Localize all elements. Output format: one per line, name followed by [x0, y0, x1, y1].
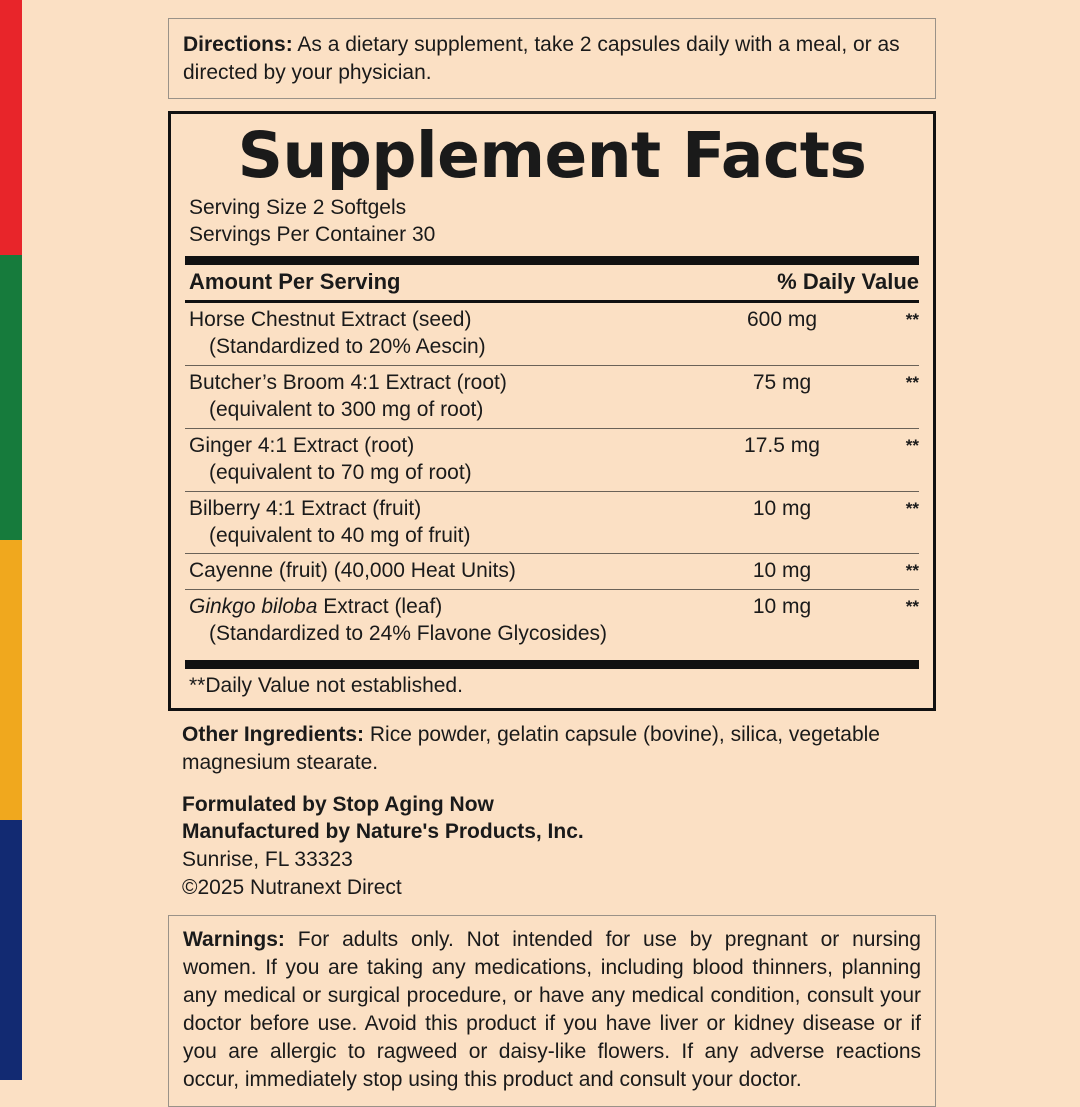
nutrient-name: Butcher’s Broom 4:1 Extract (root)	[189, 371, 507, 395]
nutrient-name-italic: Ginkgo biloba	[189, 595, 318, 619]
nutrient-daily-value: **	[905, 310, 919, 330]
table-row	[185, 492, 919, 554]
company-info	[168, 791, 936, 902]
nutrient-subnote: (Standardized to 20% Aescin)	[209, 335, 486, 359]
nutrient-amount: 10 mg	[752, 496, 812, 520]
nutrient-amount: 10 mg	[752, 595, 812, 619]
rule-thick-bottom	[185, 660, 919, 669]
column-header-amount: Amount Per Serving	[189, 269, 401, 295]
nutrient-name-rest: Extract (leaf)	[317, 595, 443, 619]
table-row	[185, 554, 919, 589]
nutrient-name: Ginger 4:1 Extract (root)	[189, 433, 415, 457]
nutrient-daily-value: **	[905, 435, 919, 455]
table-row	[185, 366, 919, 428]
other-ingredients	[168, 721, 936, 776]
supplement-facts-title: Supplement Facts	[237, 119, 867, 193]
table-row	[185, 303, 919, 365]
daily-value-footnote: **Daily Value not established.	[189, 674, 463, 698]
nutrient-daily-value: **	[905, 498, 919, 518]
formulated-by: Formulated by Stop Aging Now	[182, 792, 494, 816]
nutrient-amount: 600 mg	[746, 308, 818, 332]
company-address: Sunrise, FL 33323	[182, 847, 353, 871]
nutrient-subnote: (Standardized to 24% Flavone Glycosides)	[209, 622, 608, 646]
servings-per-container: Servings Per Container 30	[189, 222, 436, 246]
directions-box	[168, 18, 936, 99]
nutrient-subnote: (equivalent to 300 mg of root)	[209, 398, 484, 422]
nutrient-name: Cayenne (fruit) (40,000 Heat Units)	[189, 559, 516, 583]
rule-thick-top	[185, 256, 919, 265]
warnings-label: Warnings:	[183, 928, 285, 952]
nutrient-name: Horse Chestnut Extract (seed)	[189, 308, 472, 332]
nutrient-amount: 17.5 mg	[744, 433, 820, 457]
column-header-daily-value: % Daily Value	[777, 269, 919, 295]
warnings-box	[168, 915, 936, 1107]
nutrient-amount: 75 mg	[752, 371, 812, 395]
table-row	[185, 590, 919, 652]
directions-text: As a dietary supplement, take 2 capsules daily with a meal, or as directed by your physician.	[183, 33, 900, 84]
supplement-facts-panel	[168, 111, 936, 711]
nutrient-daily-value: **	[905, 561, 919, 581]
nutrient-name	[189, 594, 707, 621]
serving-size: Serving Size 2 Softgels	[189, 195, 407, 219]
nutrient-amount: 10 mg	[752, 559, 812, 583]
nutrient-subnote: (equivalent to 70 mg of root)	[209, 460, 472, 484]
other-ingredients-label: Other Ingredients:	[182, 723, 365, 747]
manufactured-by: Manufactured by Nature's Products, Inc.	[182, 820, 584, 844]
table-row	[185, 429, 919, 491]
nutrient-daily-value: **	[905, 597, 919, 617]
warnings-text: For adults only. Not intended for use by pregnant or nursing women. If you are taking any medications, including blood thinners, planning any medical or surgical procedure, or have any medical condition, consult your doctor before use. Avoid this product if you have liver or kidney disease or if you are allergic to ragweed or daisy-like flowers. If any adverse reactions occur, immediately stop using this product and consult your doctor.	[183, 928, 921, 1091]
copyright-notice: ©2025 Nutranext Direct	[182, 875, 402, 899]
other-ingredients-text: Rice powder, gelatin capsule (bovine), silica, vegetable magnesium stearate.	[182, 723, 880, 774]
nutrient-name: Bilberry 4:1 Extract (fruit)	[189, 496, 422, 520]
facts-table-header	[185, 265, 919, 300]
directions-label: Directions:	[183, 33, 293, 56]
nutrient-daily-value: **	[905, 373, 919, 393]
nutrient-subnote: (equivalent to 40 mg of fruit)	[209, 523, 471, 547]
